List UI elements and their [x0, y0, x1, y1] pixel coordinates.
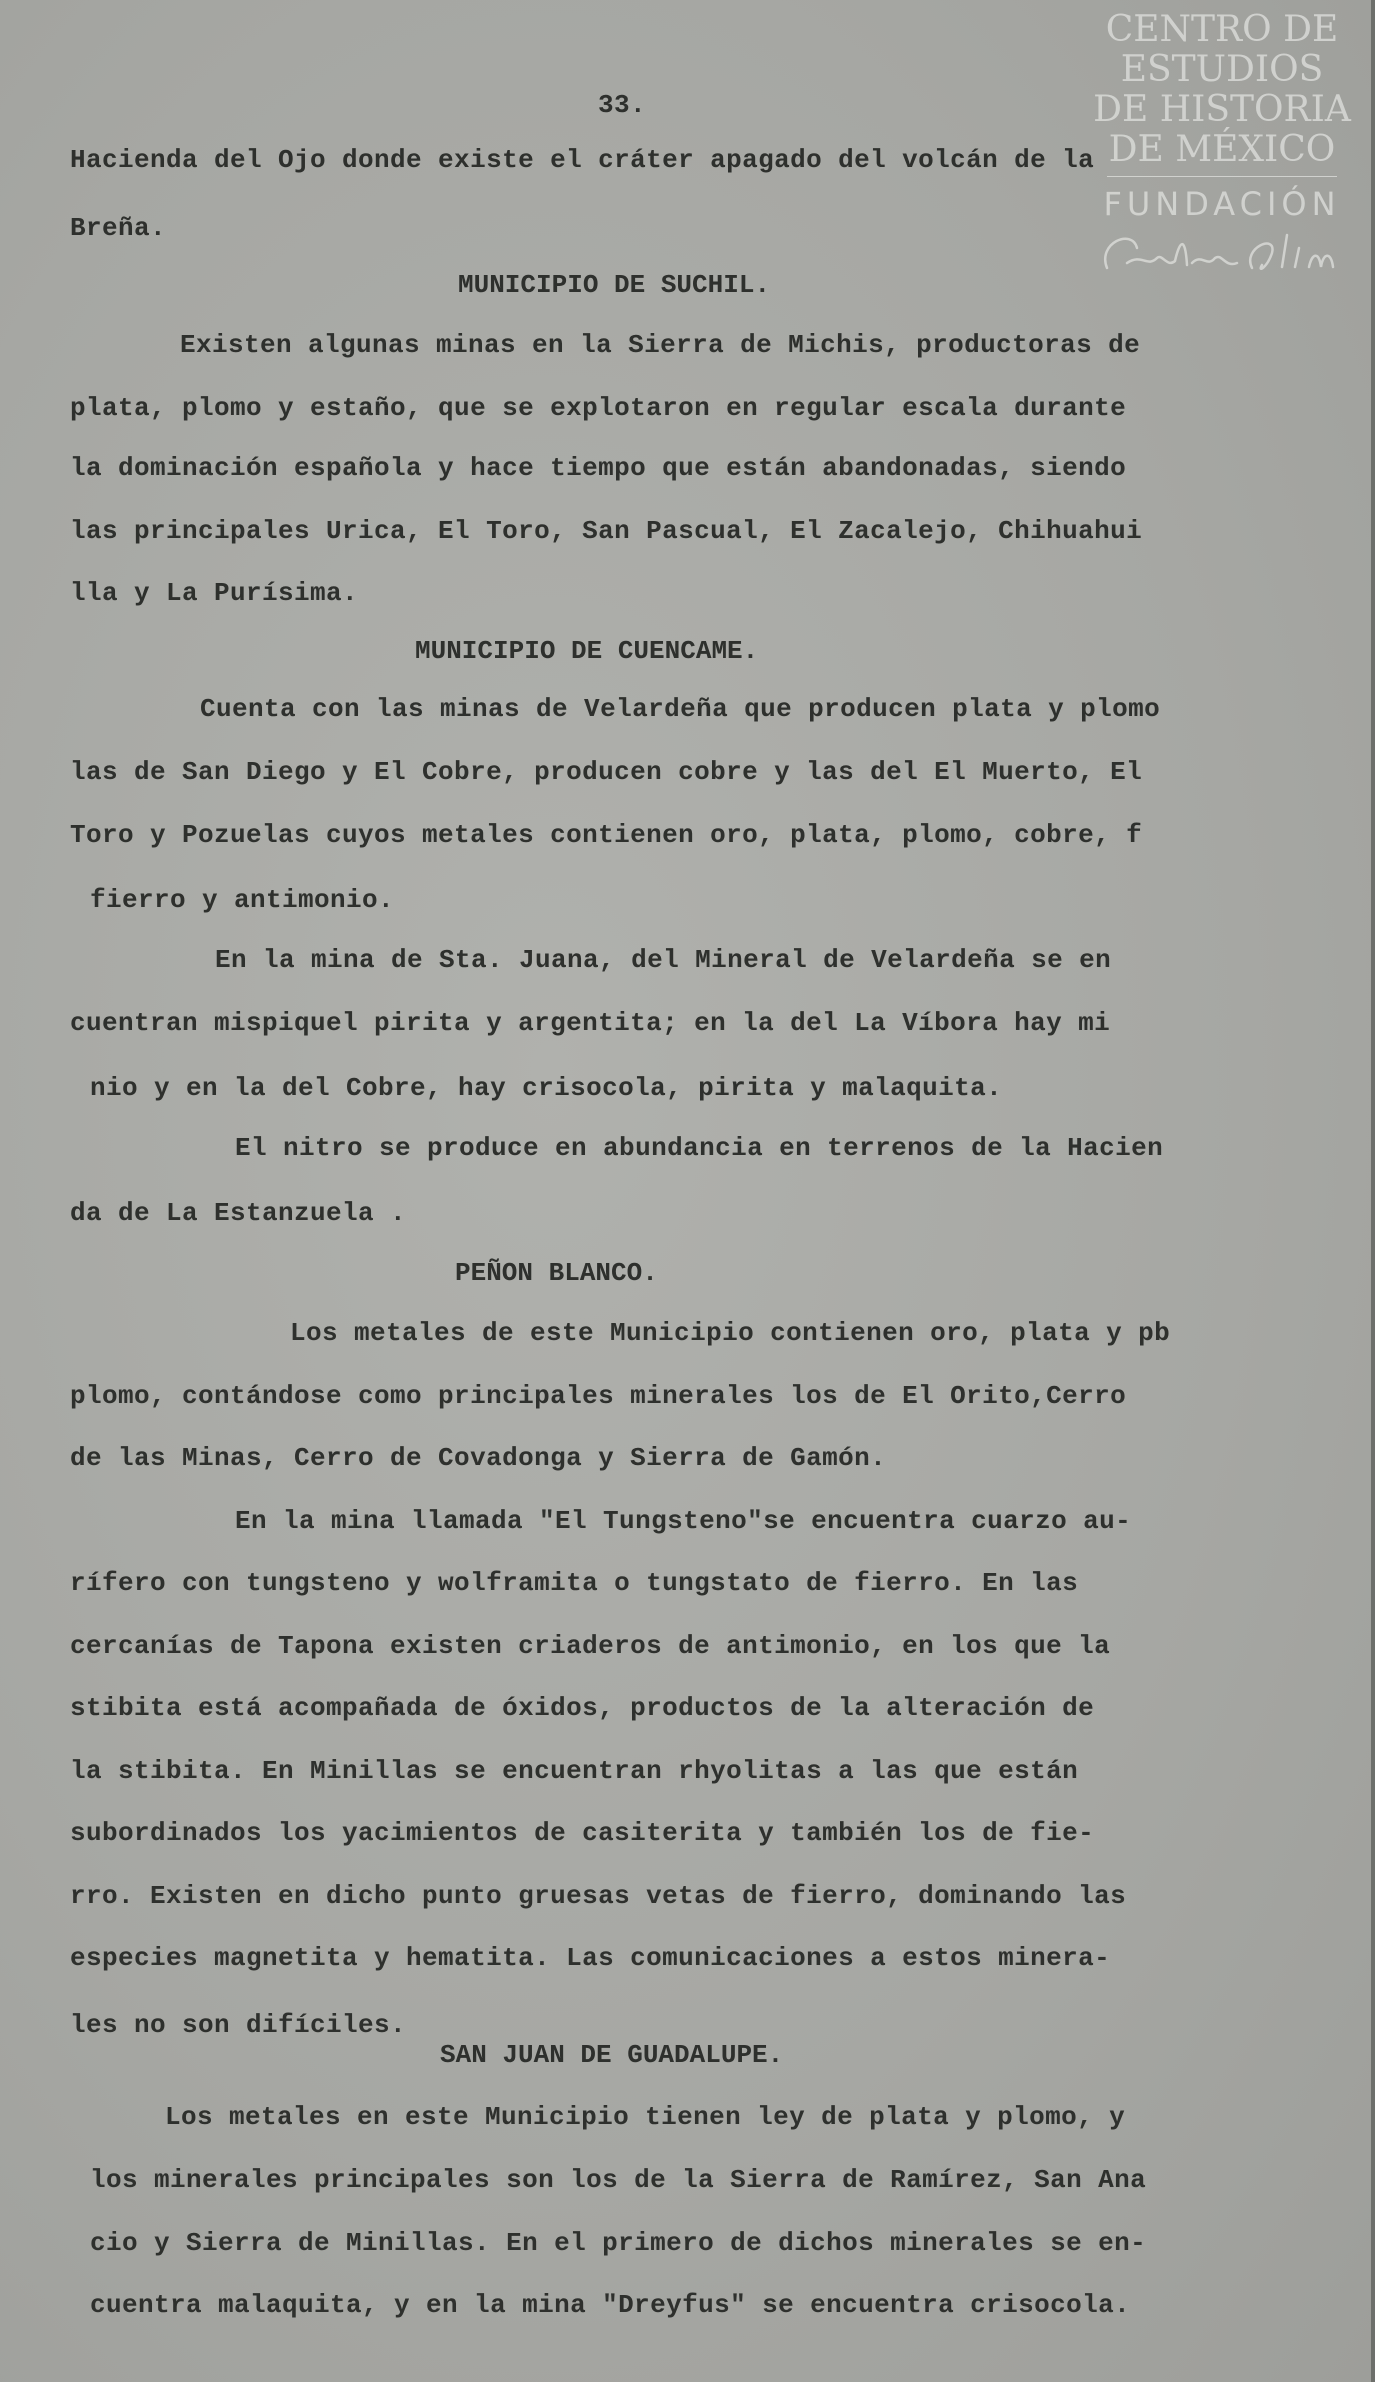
text-line: stibita está acompañada de óxidos, productos de la alteración de — [70, 1693, 1095, 1723]
text-line: El nitro se produce en abundancia en terrenos de la Hacien — [235, 1133, 1164, 1163]
section-heading: MUNICIPIO DE CUENCAME. — [415, 636, 759, 666]
section-heading: PEÑON BLANCO. — [455, 1258, 658, 1288]
text-line: los minerales principales son los de la Sierra de Ramírez, San Ana — [90, 2165, 1147, 2195]
watermark-line: ESTUDIOS — [1120, 49, 1324, 90]
page-number: 33. — [598, 90, 647, 120]
watermark-line: CENTRO DE — [1105, 9, 1339, 50]
text-line: la stibita. En Minillas se encuentran rhyolitas a las que están — [70, 1756, 1079, 1786]
watermark-divider — [1107, 176, 1337, 177]
text-line: Los metales en este Municipio tienen ley de plata y plomo, y — [165, 2102, 1126, 2132]
text-line: las de San Diego y El Cobre, producen cobre y las del El Muerto, El — [70, 757, 1143, 787]
text-line: cuentran mispiquel pirita y argentita; en la del La Víbora hay mi — [70, 1008, 1111, 1038]
text-line: Existen algunas minas en la Sierra de Michis, productoras de — [180, 330, 1141, 360]
text-line: En la mina llamada "El Tungsteno"se encuentra cuarzo au- — [235, 1506, 1132, 1536]
text-line: rro. Existen en dicho punto gruesas vetas de fierro, dominando las — [70, 1881, 1127, 1911]
text-line: las principales Urica, El Toro, San Pascual, El Zacalejo, Chihuahui — [70, 516, 1143, 546]
text-line: Breña. — [70, 213, 167, 243]
text-line: Hacienda del Ojo donde existe el cráter apagado del volcán de la — [70, 145, 1095, 175]
text-line: En la mina de Sta. Juana, del Mineral de Velardeña se en — [215, 945, 1112, 975]
text-line: plomo, contándose como principales minerales los de El Orito,Cerro — [70, 1381, 1127, 1411]
text-line: cercanías de Tapona existen criaderos de antimonio, en los que la — [70, 1631, 1111, 1661]
text-line: da de La Estanzuela . — [70, 1198, 407, 1228]
text-line: Cuenta con las minas de Velardeña que producen plata y plomo — [200, 694, 1161, 724]
text-line: especies magnetita y hematita. Las comunicaciones a estos minera- — [70, 1943, 1111, 1973]
text-line: plata, plomo y estaño, que se explotaron en regular escala durante — [70, 393, 1127, 423]
text-line: cuentra malaquita, y en la mina "Dreyfus" se encuentra crisocola. — [90, 2290, 1131, 2320]
text-line: rífero con tungsteno y wolframita o tungstato de fierro. En las — [70, 1568, 1079, 1598]
page-edge — [1371, 0, 1375, 2382]
text-line: fierro y antimonio. — [90, 885, 395, 915]
text-line: Los metales de este Municipio contienen oro, plata y pb — [290, 1318, 1171, 1348]
text-line: Toro y Pozuelas cuyos metales contienen oro, plata, plomo, cobre, f — [70, 820, 1143, 850]
section-heading: MUNICIPIO DE SUCHIL. — [458, 270, 771, 300]
text-line: lla y La Purísima. — [70, 578, 359, 608]
watermark-line: DE HISTORIA — [1093, 89, 1351, 130]
text-line: nio y en la del Cobre, hay crisocola, pirita y malaquita. — [90, 1073, 1003, 1103]
text-line: cio y Sierra de Minillas. En el primero de dichos minerales se en- — [90, 2228, 1147, 2258]
section-heading: SAN JUAN DE GUADALUPE. — [440, 2040, 784, 2070]
archive-watermark — [1087, 10, 1357, 283]
text-line: la dominación española y hace tiempo que están abandonadas, siendo — [70, 453, 1127, 483]
watermark-line: DE MÉXICO — [1108, 129, 1336, 170]
signature-icon — [1087, 223, 1337, 283]
text-line: subordinados los yacimientos de casiterita y también los de fie- — [70, 1818, 1095, 1848]
watermark-foundation: FUNDACIÓN — [1103, 185, 1341, 223]
text-line: les no son difíciles. — [70, 2010, 407, 2040]
text-line: de las Minas, Cerro de Covadonga y Sierra de Gamón. — [70, 1443, 887, 1473]
